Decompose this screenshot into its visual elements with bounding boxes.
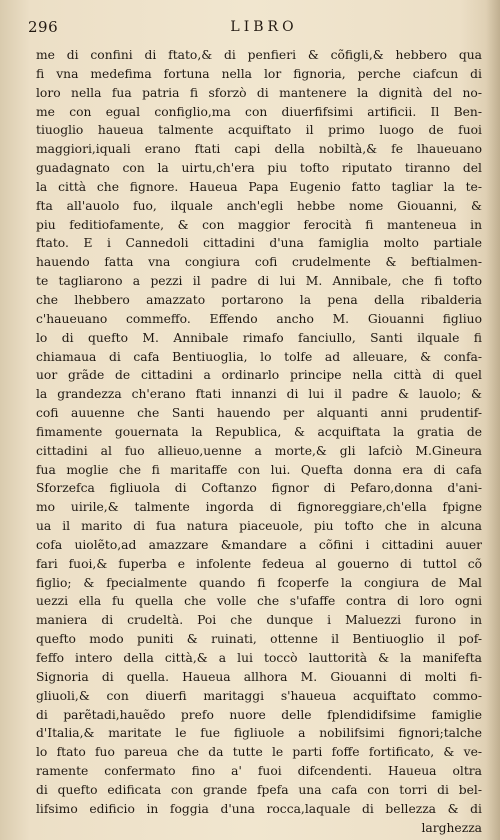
- text-line: di quefto edificata con grande fpefa una cafa con torri di bel-: [36, 782, 482, 797]
- text-line: uor grãde de cittadini a ordinarlo principe nella città di quel: [36, 368, 482, 383]
- page-number: 296: [28, 18, 59, 36]
- text-line: fua moglie che fi maritaffe con lui. Quefta donna era di cafa: [36, 462, 482, 477]
- text-line: feffo intero della città,& a lui toccò lauttorità & la manifefta: [36, 651, 482, 665]
- page-header: [28, 18, 480, 38]
- text-line: cofi auuenne che Santi hauendo per alquanti anni prudentif-: [36, 406, 482, 421]
- running-head: LIBRO: [230, 19, 298, 35]
- text-line: lo ftato fuo pareua che da tutte le parti foffe fortificato, & ve-: [36, 745, 482, 760]
- text-line: ramente confermato fino a' fuoi difcendenti. Haueua oltra: [36, 764, 482, 779]
- text-line: che lhebbero amazzato portarono la pena della ribalderia: [36, 292, 482, 307]
- text-line: fari fuoi,& fuperba e infolente fedeua al gouerno di tuttol cõ: [36, 556, 482, 571]
- text-line: figlio; & fpecialmente quando fi fcoperfe la congiura de Mal: [36, 575, 482, 590]
- body-text: [36, 46, 482, 837]
- text-line: mo uirile,& talmente ingorda di fignoreggiare,ch'ella fpigne: [36, 500, 482, 515]
- text-line: c'haueuano commeffo. Effendo ancho M. Giouanni figliuo: [36, 311, 482, 326]
- text-line: lifsimo edificio in foggia d'una rocca,laquale di bellezza & di: [36, 801, 482, 816]
- text-line: cofa uiolẽto,ad amazzare &mandare a cõfini i cittadini auuer: [36, 537, 482, 552]
- text-line: quefto modo puniti & ruinati, ottenne il Bentiuoglio il pof-: [36, 632, 482, 647]
- text-line: me di confini di ftato,& di penfieri & cõfigli,& hebbero qua: [36, 48, 482, 62]
- text-line: la grandezza ch'erano ftati innanzi di lui il padre & lauolo; &: [36, 387, 482, 402]
- text-line: gliuoli,& con diuerfi maritaggi s'haueua acquiftato commo-: [36, 688, 482, 703]
- catchword: larghezza: [421, 820, 482, 835]
- text-line: ua il marito di fua natura piaceuole, piu tofto che in alcuna: [36, 519, 482, 534]
- text-line: fi vna medefima fortuna nella lor fignoria, perche ciafcun di: [36, 66, 482, 81]
- text-line: ftato. E i Cannedoli cittadini d'una famiglia molto partiale: [36, 236, 482, 251]
- text-line: loro nella fua patria fi sforzò di mantenere la dignità del no-: [36, 85, 482, 100]
- text-line: di parẽtadi,hauẽdo prefo nuore delle fplendidifsime famiglie: [36, 707, 482, 722]
- text-line: te tagliarono a pezzi il padre di lui M. Annibale, che fi tofto: [36, 274, 482, 289]
- text-line: uezzi ella fu quella che volle che s'ufaffe contra di loro ogni: [36, 594, 482, 609]
- text-line: maniera di crudeltà. Poi che dunque i Maluezzi furono in: [36, 613, 482, 628]
- text-line: fimamente gouernata la Republica, & acquiftata la gratia de: [36, 424, 482, 439]
- text-line: piu feditiofamente, & con maggior ferocità fi manteneua in: [36, 217, 482, 232]
- text-line: guadagnato con la uirtu,ch'era piu tofto riputato tiranno del: [36, 161, 482, 176]
- text-line: lo di quefto M. Annibale rimafo fanciullo, Santi ilquale fi: [36, 330, 482, 345]
- text-line: d'Italia,& maritate le fue figliuole a nobilifsimi fignori;talche: [36, 726, 482, 741]
- text-line: la città che fignore. Haueua Papa Eugenio fatto tagliar la te-: [36, 179, 482, 194]
- text-line: hauendo fatta vna congiura cofi crudelmente & beftialmen-: [36, 255, 482, 270]
- text-line: Sforzefca figliuola di Coftanzo fignor di Pefaro,donna d'ani-: [36, 481, 482, 496]
- text-line: Signoria di quella. Haueua allhora M. Giouanni di molti fi-: [36, 669, 482, 684]
- text-line: me con egual configlio,ma con diuerfifsimi artificii. Il Ben-: [36, 104, 482, 119]
- text-line: tiuoglio haueua talmente acquiftato il primo luogo de fuoi: [36, 123, 482, 138]
- text-line: maggiori,iquali erano ftati capi della nobiltà,& fe lhaueuano: [36, 142, 482, 157]
- text-line: cittadini al fuo allieuo,uenne a morte,& gli lafciò M.Gineura: [36, 443, 482, 458]
- text-line: fta all'auolo fuo, ilquale anch'egli hebbe nome Giouanni, &: [36, 198, 482, 213]
- text-line: chiamaua di cafa Bentiuoglia, lo tolfe ad alleuare, & confa-: [36, 349, 482, 364]
